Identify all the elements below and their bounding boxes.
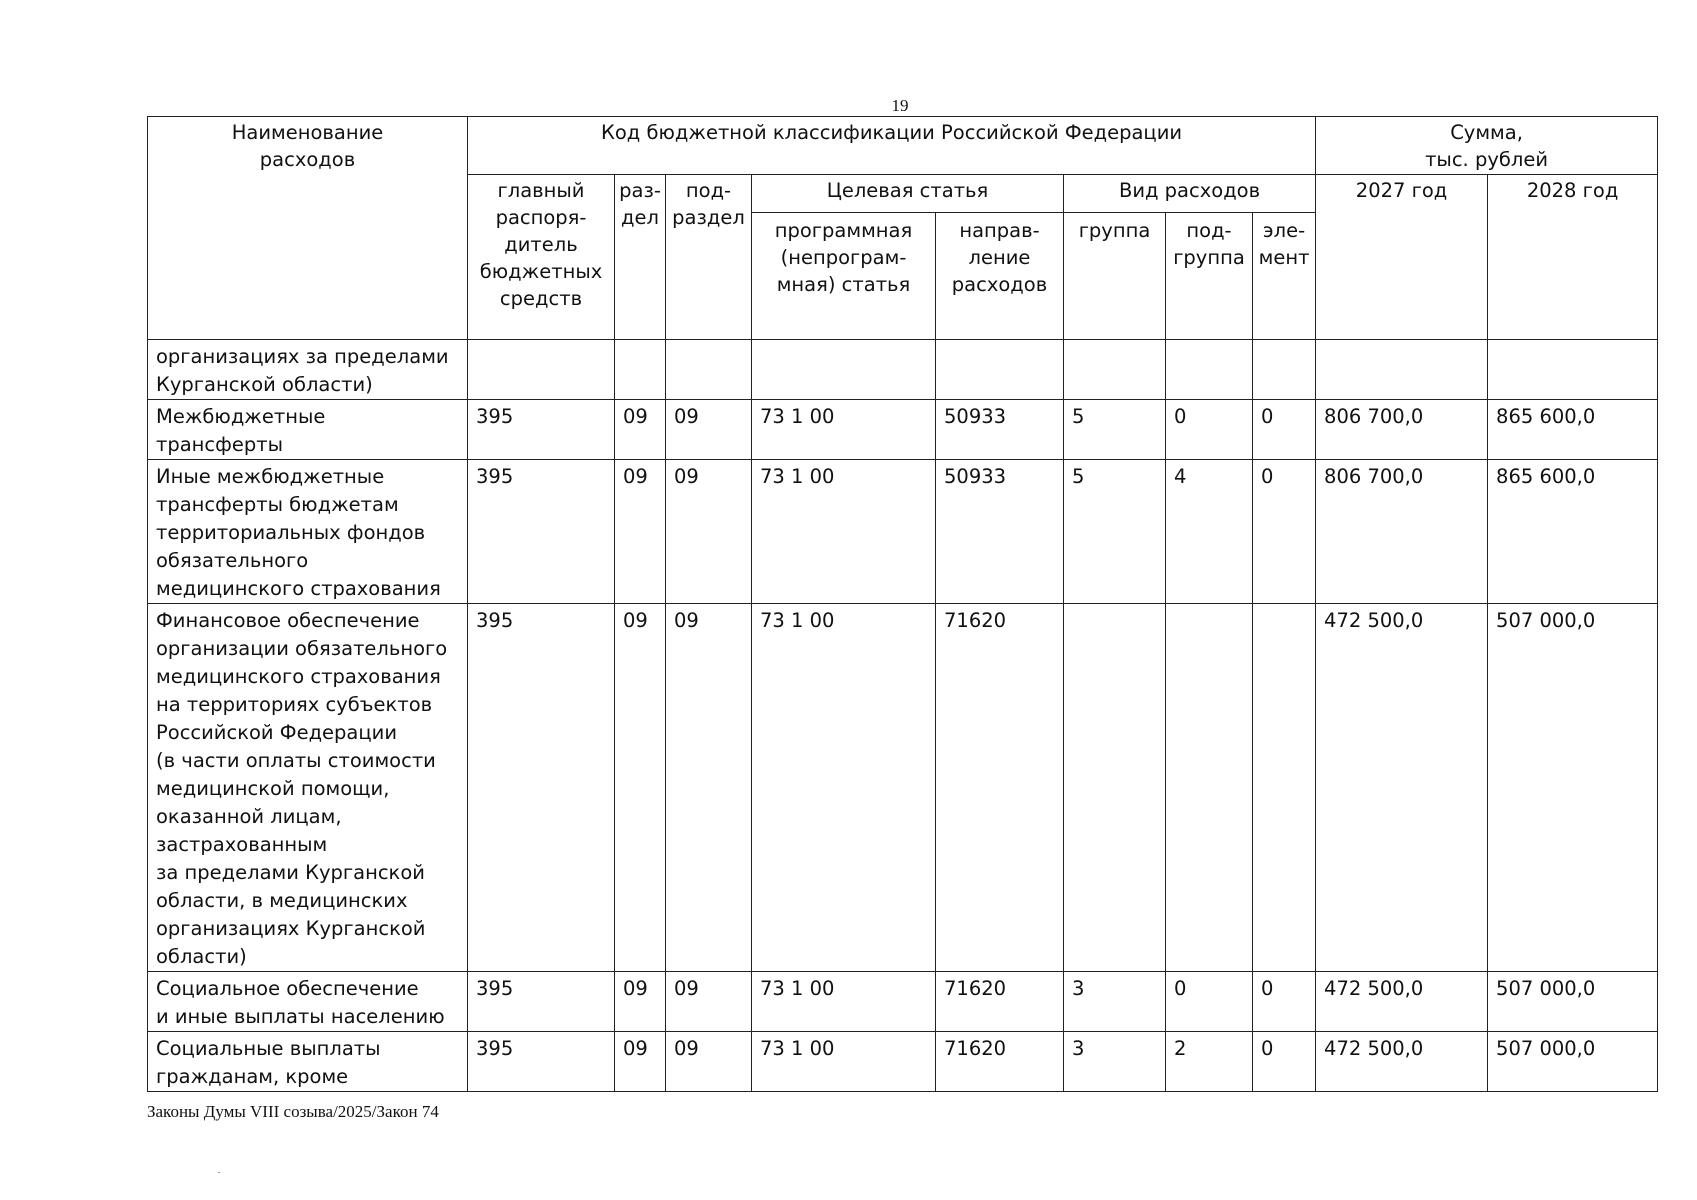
cell-year-2028: 507 000,0 (1488, 1032, 1658, 1092)
table-row (148, 972, 1658, 1032)
cell-subgroup (1166, 340, 1253, 400)
cell-direction: 50933 (936, 460, 1064, 604)
table-row (148, 400, 1658, 460)
budget-table (147, 116, 1658, 1092)
cell-subgroup: 0 (1166, 400, 1253, 460)
cell-chief-manager (468, 340, 615, 400)
document-footer: Законы Думы VIII созыва/2025/Закон 74 (147, 1102, 439, 1121)
cell-chief-manager: 395 (468, 972, 615, 1032)
cell-subsection (666, 340, 752, 400)
cell-element: 0 (1253, 1032, 1316, 1092)
cell-direction: 71620 (936, 972, 1064, 1032)
cell-group: 5 (1064, 400, 1166, 460)
cell-group: 3 (1064, 1032, 1166, 1092)
cell-year-2027: 472 500,0 (1316, 604, 1488, 972)
row-name: организациях за пределами Курганской области) (148, 340, 468, 400)
cell-element (1253, 604, 1316, 972)
row-name: Межбюджетные трансферты (148, 400, 468, 460)
cell-program-article: 73 1 00 (752, 400, 936, 460)
cell-direction: 71620 (936, 604, 1064, 972)
header-year-2028: 2028 год (1488, 175, 1658, 340)
row-name: Финансовое обеспечение организации обязательного медицинского страхования на территориях субъектов Российской Федерации (в части оплаты стоимости медицинской помощи, оказанной лицам, застрахованным за пределами Курганской области, в медицинских организациях Курганской области) (148, 604, 468, 972)
header-program-article: программная (непрограм- мная) статья (752, 213, 936, 340)
cell-subsection: 09 (666, 604, 752, 972)
cell-group: 5 (1064, 460, 1166, 604)
cell-group: 3 (1064, 972, 1166, 1032)
header-year-2027: 2027 год (1316, 175, 1488, 340)
cell-year-2028: 507 000,0 (1488, 972, 1658, 1032)
cell-year-2027: 806 700,0 (1316, 400, 1488, 460)
page-number: 19 (891, 96, 909, 115)
row-name: Социальное обеспечение и иные выплаты населению (148, 972, 468, 1032)
cell-subsection: 09 (666, 460, 752, 604)
header-chief-manager: главный распоря- дитель бюджетных средств (468, 175, 615, 340)
cell-program-article (752, 340, 936, 400)
cell-year-2028: 865 600,0 (1488, 460, 1658, 604)
cell-subgroup (1166, 604, 1253, 972)
cell-direction: 71620 (936, 1032, 1064, 1092)
cell-element (1253, 340, 1316, 400)
table-row (148, 604, 1658, 972)
cell-section: 09 (615, 460, 666, 604)
cell-program-article: 73 1 00 (752, 972, 936, 1032)
cell-year-2028 (1488, 340, 1658, 400)
cell-element: 0 (1253, 400, 1316, 460)
cell-element: 0 (1253, 460, 1316, 604)
cell-section: 09 (615, 400, 666, 460)
table-row (148, 460, 1658, 604)
header-name: Наименование расходов (148, 117, 468, 340)
cell-year-2027: 472 500,0 (1316, 972, 1488, 1032)
cell-chief-manager: 395 (468, 604, 615, 972)
cell-element: 0 (1253, 972, 1316, 1032)
cell-subgroup: 0 (1166, 972, 1253, 1032)
cell-section (615, 340, 666, 400)
cell-subgroup: 2 (1166, 1032, 1253, 1092)
header-code-group: Код бюджетной классификации Российской Федерации (468, 117, 1316, 175)
row-name: Социальные выплаты гражданам, кроме (148, 1032, 468, 1092)
cell-chief-manager: 395 (468, 1032, 615, 1092)
header-subsection: под- раздел (666, 175, 752, 340)
cell-chief-manager: 395 (468, 400, 615, 460)
cell-section: 09 (615, 1032, 666, 1092)
cell-section: 09 (615, 604, 666, 972)
header-section: раз- дел (615, 175, 666, 340)
cell-year-2027: 472 500,0 (1316, 1032, 1488, 1092)
cell-group (1064, 340, 1166, 400)
header-sum-group: Сумма, тыс. рублей (1316, 117, 1658, 175)
cell-chief-manager: 395 (468, 460, 615, 604)
table-row (148, 1032, 1658, 1092)
cell-group (1064, 604, 1166, 972)
cell-direction: 50933 (936, 400, 1064, 460)
header-subgroup: под- группа (1166, 213, 1253, 340)
header-group: группа (1064, 213, 1166, 340)
cell-year-2027: 806 700,0 (1316, 460, 1488, 604)
cell-year-2028: 865 600,0 (1488, 400, 1658, 460)
cell-program-article: 73 1 00 (752, 1032, 936, 1092)
header-direction: направ- ление расходов (936, 213, 1064, 340)
cell-section: 09 (615, 972, 666, 1032)
cell-year-2028: 507 000,0 (1488, 604, 1658, 972)
cell-subsection: 09 (666, 972, 752, 1032)
cell-direction (936, 340, 1064, 400)
scan-dot (218, 1172, 220, 1173)
cell-subsection: 09 (666, 400, 752, 460)
cell-subgroup: 4 (1166, 460, 1253, 604)
cell-year-2027 (1316, 340, 1488, 400)
cell-program-article: 73 1 00 (752, 604, 936, 972)
cell-subsection: 09 (666, 1032, 752, 1092)
header-target-article: Целевая статья (752, 175, 1064, 213)
table-row (148, 340, 1658, 400)
row-name: Иные межбюджетные трансферты бюджетам территориальных фондов обязательного медицинского страхования (148, 460, 468, 604)
header-expense-type: Вид расходов (1064, 175, 1316, 213)
cell-program-article: 73 1 00 (752, 460, 936, 604)
header-element: эле- мент (1253, 213, 1316, 340)
